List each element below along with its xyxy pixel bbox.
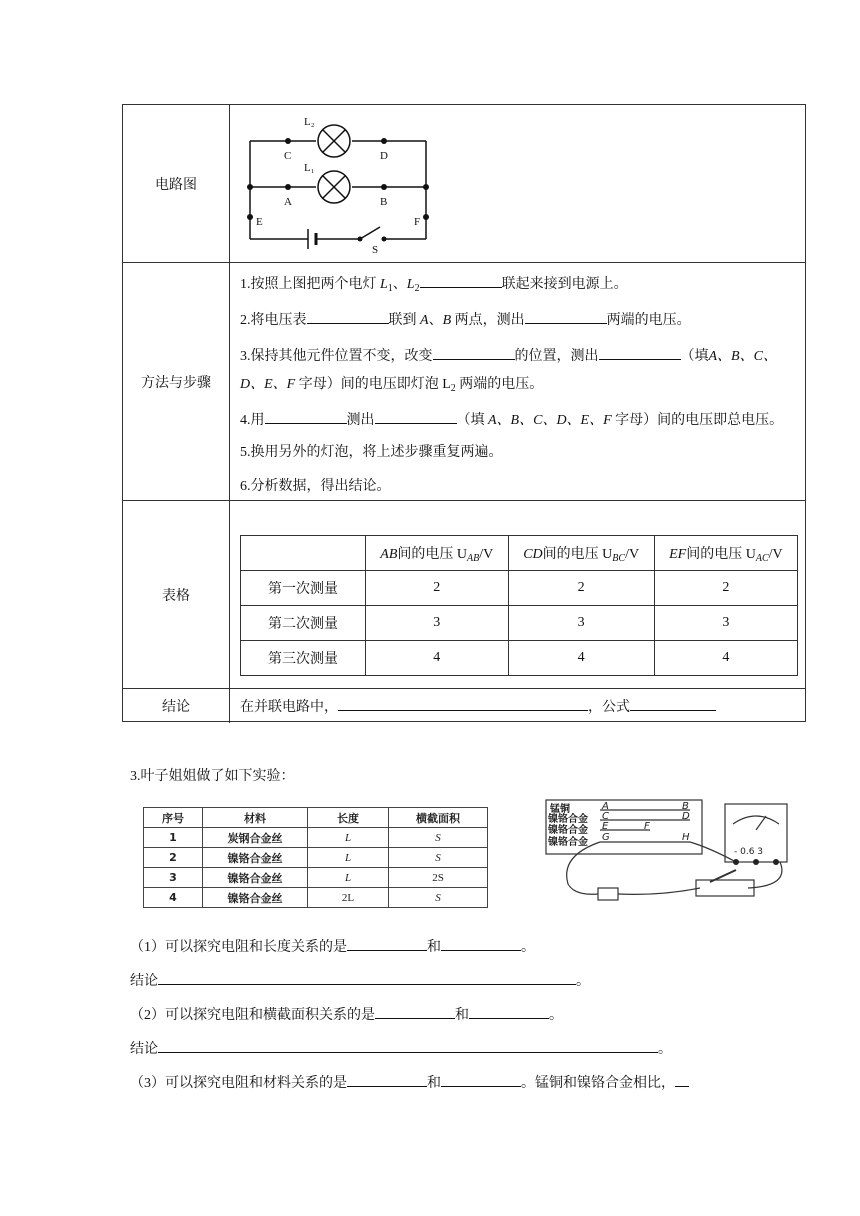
step-text: L [406, 277, 415, 292]
step-3 [240, 345, 777, 367]
row-label: 第三次测量 [241, 641, 366, 676]
circuit-cell [230, 105, 805, 262]
step-text: A、B、C、 [708, 349, 777, 364]
label-L2: L₂ [304, 116, 315, 128]
table-row [144, 868, 488, 888]
wire-point-H: H [682, 832, 690, 843]
answer-blank[interactable] [525, 309, 607, 324]
line-text: 结论 [130, 1042, 158, 1057]
conclusion-row-label: 结论 [123, 689, 230, 723]
step-text: A、B、C、D、E、F [488, 413, 612, 428]
table-header-row [144, 808, 488, 828]
header-text: AB [380, 547, 398, 562]
answer-blank[interactable] [441, 936, 521, 951]
cell: 4 [144, 888, 203, 908]
wire-point-G: G [602, 832, 610, 843]
label-L1: L₁ [304, 162, 315, 174]
step-text: 4.用 [240, 413, 265, 428]
wire-point-C: C [602, 811, 609, 822]
answer-blank[interactable] [469, 1004, 549, 1019]
q3-title: 3.叶子姐姐做了如下实验： [130, 769, 295, 784]
cell: 3 [144, 868, 203, 888]
wire-point-A: A [602, 801, 609, 812]
conclusion-text: 在并联电路中， [240, 700, 338, 715]
label-D: D [380, 150, 388, 162]
step-text: 两端的电压。 [606, 313, 691, 328]
line-text: 和 [427, 940, 441, 955]
cell: S [389, 828, 488, 848]
table-row [144, 848, 488, 868]
header-cell: 材料 [203, 808, 308, 828]
step-text: 、 [428, 313, 443, 328]
step-text: 联到 [388, 313, 417, 328]
line-text: （2）可以探究电阻和横截面积关系的是 [130, 1008, 375, 1023]
cell-value: 4 [508, 641, 654, 676]
cell: S [389, 848, 488, 868]
line-text: 结论 [130, 974, 158, 989]
header-cell: 长度 [308, 808, 389, 828]
table-row-section [123, 501, 805, 689]
cell-value: 3 [508, 606, 654, 641]
cell: 2 [144, 848, 203, 868]
step-text: 2 [414, 283, 420, 294]
line-text: 和 [427, 1076, 441, 1091]
cell: 2S [389, 868, 488, 888]
header-text: /V [625, 547, 640, 562]
step-text: D、E、F [240, 377, 296, 392]
wire-label-1: 锰铜 [550, 804, 570, 815]
answer-blank[interactable] [347, 936, 427, 951]
conclusion-cell [230, 689, 805, 723]
line-text: 。 [576, 974, 590, 989]
answer-blank[interactable] [630, 696, 716, 711]
table-row [241, 606, 798, 641]
answer-blank[interactable] [158, 1038, 658, 1053]
step-text: 、 [392, 277, 407, 292]
header-text: CD [523, 547, 543, 562]
q3-part1 [130, 936, 535, 956]
header-cd [508, 536, 654, 571]
q3-conclusion1 [130, 970, 590, 990]
wire-point-F: F [644, 821, 650, 832]
header-text: AC [755, 553, 769, 564]
header-ef [654, 536, 797, 571]
conclusion-row [123, 689, 805, 723]
step-text: （填 [680, 349, 709, 364]
step-text: 3.保持其他元件位置不变，改变 [240, 349, 433, 364]
line-text: （3）可以探究电阻和材料关系的是 [130, 1076, 347, 1091]
answer-blank[interactable] [375, 1004, 455, 1019]
answer-blank[interactable] [347, 1072, 427, 1087]
cell: 镍铬合金丝 [203, 888, 308, 908]
wire-label-3: 镍铬合金 [548, 825, 588, 836]
empty-header-cell [241, 536, 366, 571]
answer-blank[interactable] [420, 273, 502, 288]
method-row [123, 263, 805, 501]
line-text: 。 [658, 1042, 672, 1057]
material-table [143, 807, 488, 908]
cell-value: 2 [366, 571, 509, 606]
wire-label-4: 镍铬合金 [548, 837, 588, 848]
cell-value: 4 [654, 641, 797, 676]
line-text: 。 [549, 1008, 563, 1023]
cell-value: 3 [654, 606, 797, 641]
step-3-cont [240, 375, 543, 395]
header-text: /V [479, 547, 494, 562]
method-cell [230, 263, 805, 500]
answer-blank[interactable] [307, 309, 389, 324]
line-text: 。 [521, 940, 535, 955]
line-text: 。锰铜和镍铬合金相比， [521, 1076, 675, 1091]
q3-conclusion2 [130, 1038, 672, 1058]
row-label: 第一次测量 [241, 571, 366, 606]
apparatus-diagram [540, 796, 810, 916]
step-2 [240, 309, 691, 331]
answer-blank[interactable] [338, 696, 588, 711]
step-text: A [420, 313, 429, 328]
circuit-diagram [238, 113, 438, 253]
line-text: （1）可以探究电阻和长度关系的是 [130, 940, 347, 955]
header-cell: 序号 [144, 808, 203, 828]
cell: L [308, 848, 389, 868]
header-cell: 横截面积 [389, 808, 488, 828]
table-cell [230, 501, 805, 688]
step-text: （填 [456, 413, 485, 428]
table-row [241, 641, 798, 676]
cell: 镍铬合金丝 [203, 848, 308, 868]
answer-blank[interactable] [433, 345, 515, 360]
wire-point-D: D [682, 811, 690, 822]
step-text: 2.将电压表 [240, 313, 307, 328]
step-text: 1 [387, 283, 393, 294]
wire-point-E: E [602, 821, 609, 832]
answer-blank[interactable] [265, 409, 347, 424]
line-text: 和 [455, 1008, 469, 1023]
step-text: 2 [450, 383, 456, 394]
answer-blank[interactable] [599, 345, 681, 360]
q3-part2 [130, 1004, 563, 1024]
cell: L [308, 868, 389, 888]
method-row-label: 方法与步骤 [123, 263, 230, 500]
header-text: 间的电压 U [397, 547, 468, 562]
header-text: /V [768, 547, 783, 562]
step-5: 5.换用另外的灯泡，将上述步骤重复两遍。 [240, 445, 503, 460]
step-text: 字母）间的电压即灯泡 L [298, 377, 451, 392]
step-text: B [442, 313, 452, 328]
step-text: 1.按照上图把两个电灯 [240, 277, 377, 292]
cell: S [389, 888, 488, 908]
step-text: 两端的电压。 [459, 377, 544, 392]
header-text: 间的电压 U [542, 547, 613, 562]
cell: L [308, 828, 389, 848]
row-label: 第二次测量 [241, 606, 366, 641]
cell-value: 3 [366, 606, 509, 641]
step-4 [240, 409, 783, 431]
table-row [144, 888, 488, 908]
answer-blank[interactable] [158, 970, 576, 985]
header-text: BC [612, 553, 626, 564]
step-text: 测出 [346, 413, 375, 428]
cell: 炭钢合金丝 [203, 828, 308, 848]
table-row [241, 571, 798, 606]
header-text: 间的电压 U [686, 547, 756, 562]
step-text: 联起来接到电源上。 [501, 277, 628, 292]
answer-blank[interactable] [375, 409, 457, 424]
step-text: 的位置，测出 [514, 349, 599, 364]
step-text: 字母）间的电压即总电压。 [615, 413, 784, 428]
label-E: E [256, 216, 263, 228]
label-A: A [284, 196, 292, 208]
step-text: L [380, 277, 388, 292]
step-text: 两点，测出 [454, 313, 525, 328]
label-B: B [380, 196, 388, 208]
conclusion-line [240, 696, 716, 718]
cell-value: 4 [366, 641, 509, 676]
header-ab [366, 536, 509, 571]
circuit-row [123, 105, 805, 263]
wire-label-2: 镍铬合金 [548, 814, 588, 825]
answer-blank[interactable] [441, 1072, 521, 1087]
experiment-table [122, 104, 806, 722]
step-1 [240, 273, 628, 295]
label-F: F [414, 216, 421, 228]
label-S: S [372, 244, 379, 253]
circuit-row-label: 电路图 [123, 105, 230, 262]
cell: 镍铬合金丝 [203, 868, 308, 888]
conclusion-text: ，公式 [588, 700, 630, 715]
cell: 1 [144, 828, 203, 848]
header-text: EF [669, 547, 687, 562]
cell: 2L [308, 888, 389, 908]
wire-point-B: B [682, 801, 689, 812]
cell-value: 2 [654, 571, 797, 606]
label-C: C [284, 150, 292, 162]
answer-blank[interactable] [675, 1072, 689, 1087]
table-row [144, 828, 488, 848]
step-6: 6.分析数据，得出结论。 [240, 479, 391, 494]
cell-value: 2 [508, 571, 654, 606]
header-text: AB [467, 553, 480, 564]
table-header-row [241, 536, 798, 571]
table-row-label: 表格 [123, 501, 230, 688]
voltage-data-table [240, 535, 798, 676]
q3-part3 [130, 1072, 689, 1092]
meter-scale: - 0.6 3 [734, 847, 764, 857]
